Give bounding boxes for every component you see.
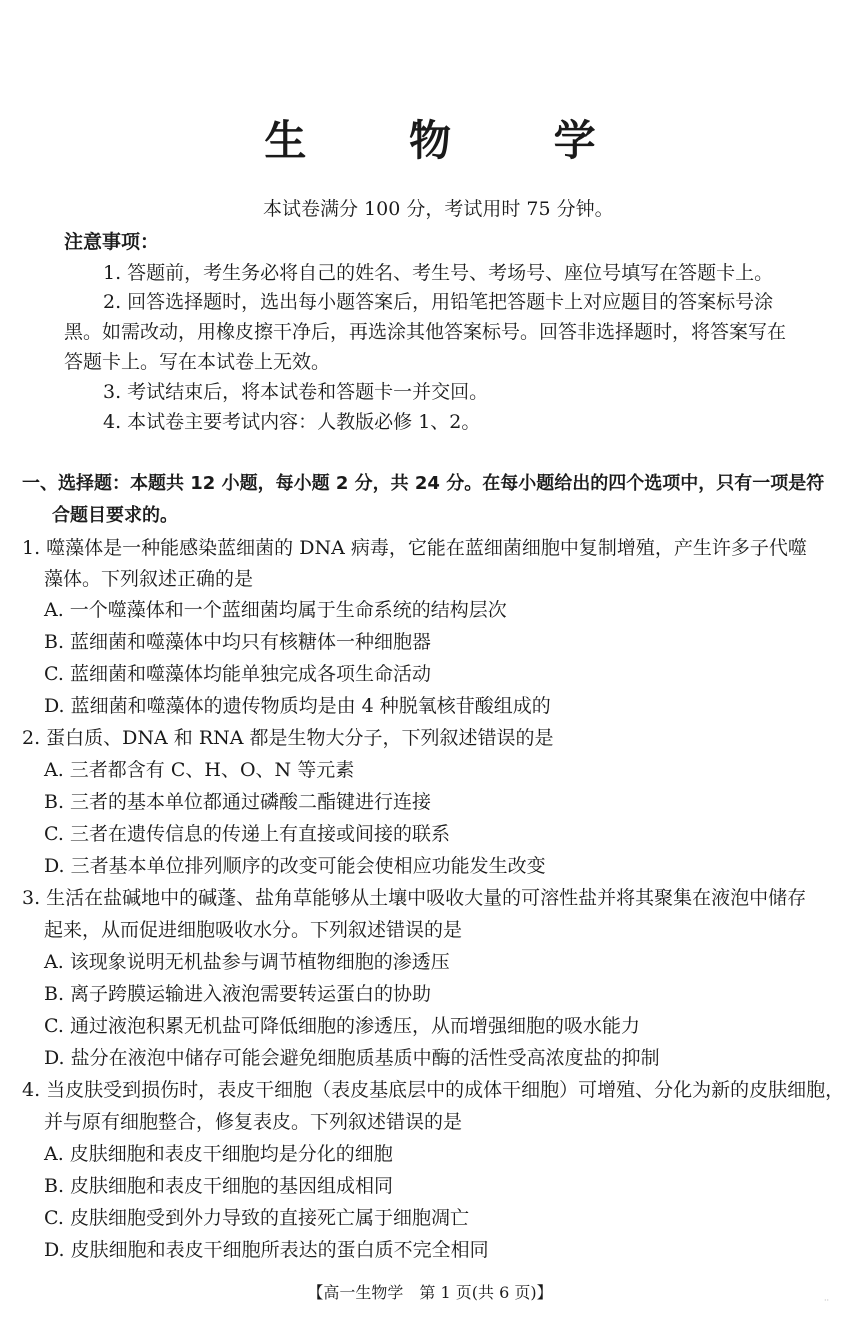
question-option: B. 离子跨膜运输进入液泡需要转运蛋白的协助: [44, 983, 432, 1005]
question-option: A. 三者都含有 C、H、O、N 等元素: [44, 759, 355, 781]
question-option: C. 皮肤细胞受到外力导致的直接死亡属于细胞凋亡: [44, 1207, 469, 1229]
question-stem: 2. 蛋白质、DNA 和 RNA 都是生物大分子，下列叙述错误的是: [22, 727, 554, 749]
question-option: C. 蓝细菌和噬藻体均能单独完成各项生命活动: [44, 663, 431, 685]
question-option: A. 皮肤细胞和表皮干细胞均是分化的细胞: [44, 1143, 393, 1165]
exam-info: 本试卷满分 100 分，考试用时 75 分钟。: [263, 198, 614, 220]
notice-item: 答题卡上。写在本试卷上无效。: [64, 351, 331, 373]
section-heading: 一、选择题：本题共 12 小题，每小题 2 分，共 24 分。在每小题给出的四个选项中，只有一项是符: [22, 473, 825, 494]
question-option: C. 通过液泡积累无机盐可降低细胞的渗透压，从而增强细胞的吸水能力: [44, 1015, 640, 1037]
question-stem: 3. 生活在盐碱地中的碱蓬、盐角草能够从土壤中吸收大量的可溶性盐并将其聚集在液泡中储存: [22, 887, 807, 909]
notice-item: 2. 回答选择题时，选出每小题答案后，用铅笔把答题卡上对应题目的答案标号涂: [103, 291, 774, 313]
section-heading-cont: 合题目要求的。: [52, 505, 178, 526]
page-title: 生 物 学: [264, 116, 640, 165]
question-stem: 4. 当皮肤受到损伤时，表皮干细胞（表皮基底层中的成体干细胞）可增殖、分化为新的皮肤细胞，: [22, 1079, 845, 1101]
question-option: D. 蓝细菌和噬藻体的遗传物质均是由 4 种脱氧核苷酸组成的: [44, 695, 551, 717]
question-option: D. 盐分在液泡中储存可能会避免细胞质基质中酶的活性受高浓度盐的抑制: [44, 1047, 660, 1069]
notice-item: 4. 本试卷主要考试内容：人教版必修 1、2。: [103, 411, 481, 433]
notice-item: 3. 考试结束后，将本试卷和答题卡一并交回。: [103, 381, 489, 403]
notice-heading: 注意事项：: [64, 231, 160, 253]
question-stem: 并与原有细胞整合，修复表皮。下列叙述错误的是: [44, 1111, 463, 1133]
question-stem: 起来，从而促进细胞吸收水分。下列叙述错误的是: [44, 919, 463, 941]
question-stem: 藻体。下列叙述正确的是: [44, 568, 254, 590]
notice-item: 黑。如需改动，用橡皮擦干净后，再选涂其他答案标号。回答非选择题时，将答案写在: [64, 321, 787, 343]
question-option: B. 三者的基本单位都通过磷酸二酯键进行连接: [44, 791, 432, 813]
question-option: D. 三者基本单位排列顺序的改变可能会使相应功能发生改变: [44, 855, 546, 877]
question-option: B. 蓝细菌和噬藻体中均只有核糖体一种细胞器: [44, 631, 432, 653]
corner-mark: ··: [824, 1296, 830, 1305]
question-option: A. 该现象说明无机盐参与调节植物细胞的渗透压: [44, 951, 450, 973]
question-option: C. 三者在遗传信息的传递上有直接或间接的联系: [44, 823, 450, 845]
question-stem: 1. 噬藻体是一种能感染蓝细菌的 DNA 病毒，它能在蓝细菌细胞中复制增殖，产生许多子代噬: [22, 537, 807, 559]
page-footer: 【高一生物学 第 1 页(共 6 页)】: [307, 1283, 553, 1302]
question-option: D. 皮肤细胞和表皮干细胞所表达的蛋白质不完全相同: [44, 1239, 489, 1261]
question-option: B. 皮肤细胞和表皮干细胞的基因组成相同: [44, 1175, 394, 1197]
notice-item: 1. 答题前，考生务必将自己的姓名、考生号、考场号、座位号填写在答题卡上。: [103, 262, 774, 284]
question-option: A. 一个噬藻体和一个蓝细菌均属于生命系统的结构层次: [44, 599, 507, 621]
